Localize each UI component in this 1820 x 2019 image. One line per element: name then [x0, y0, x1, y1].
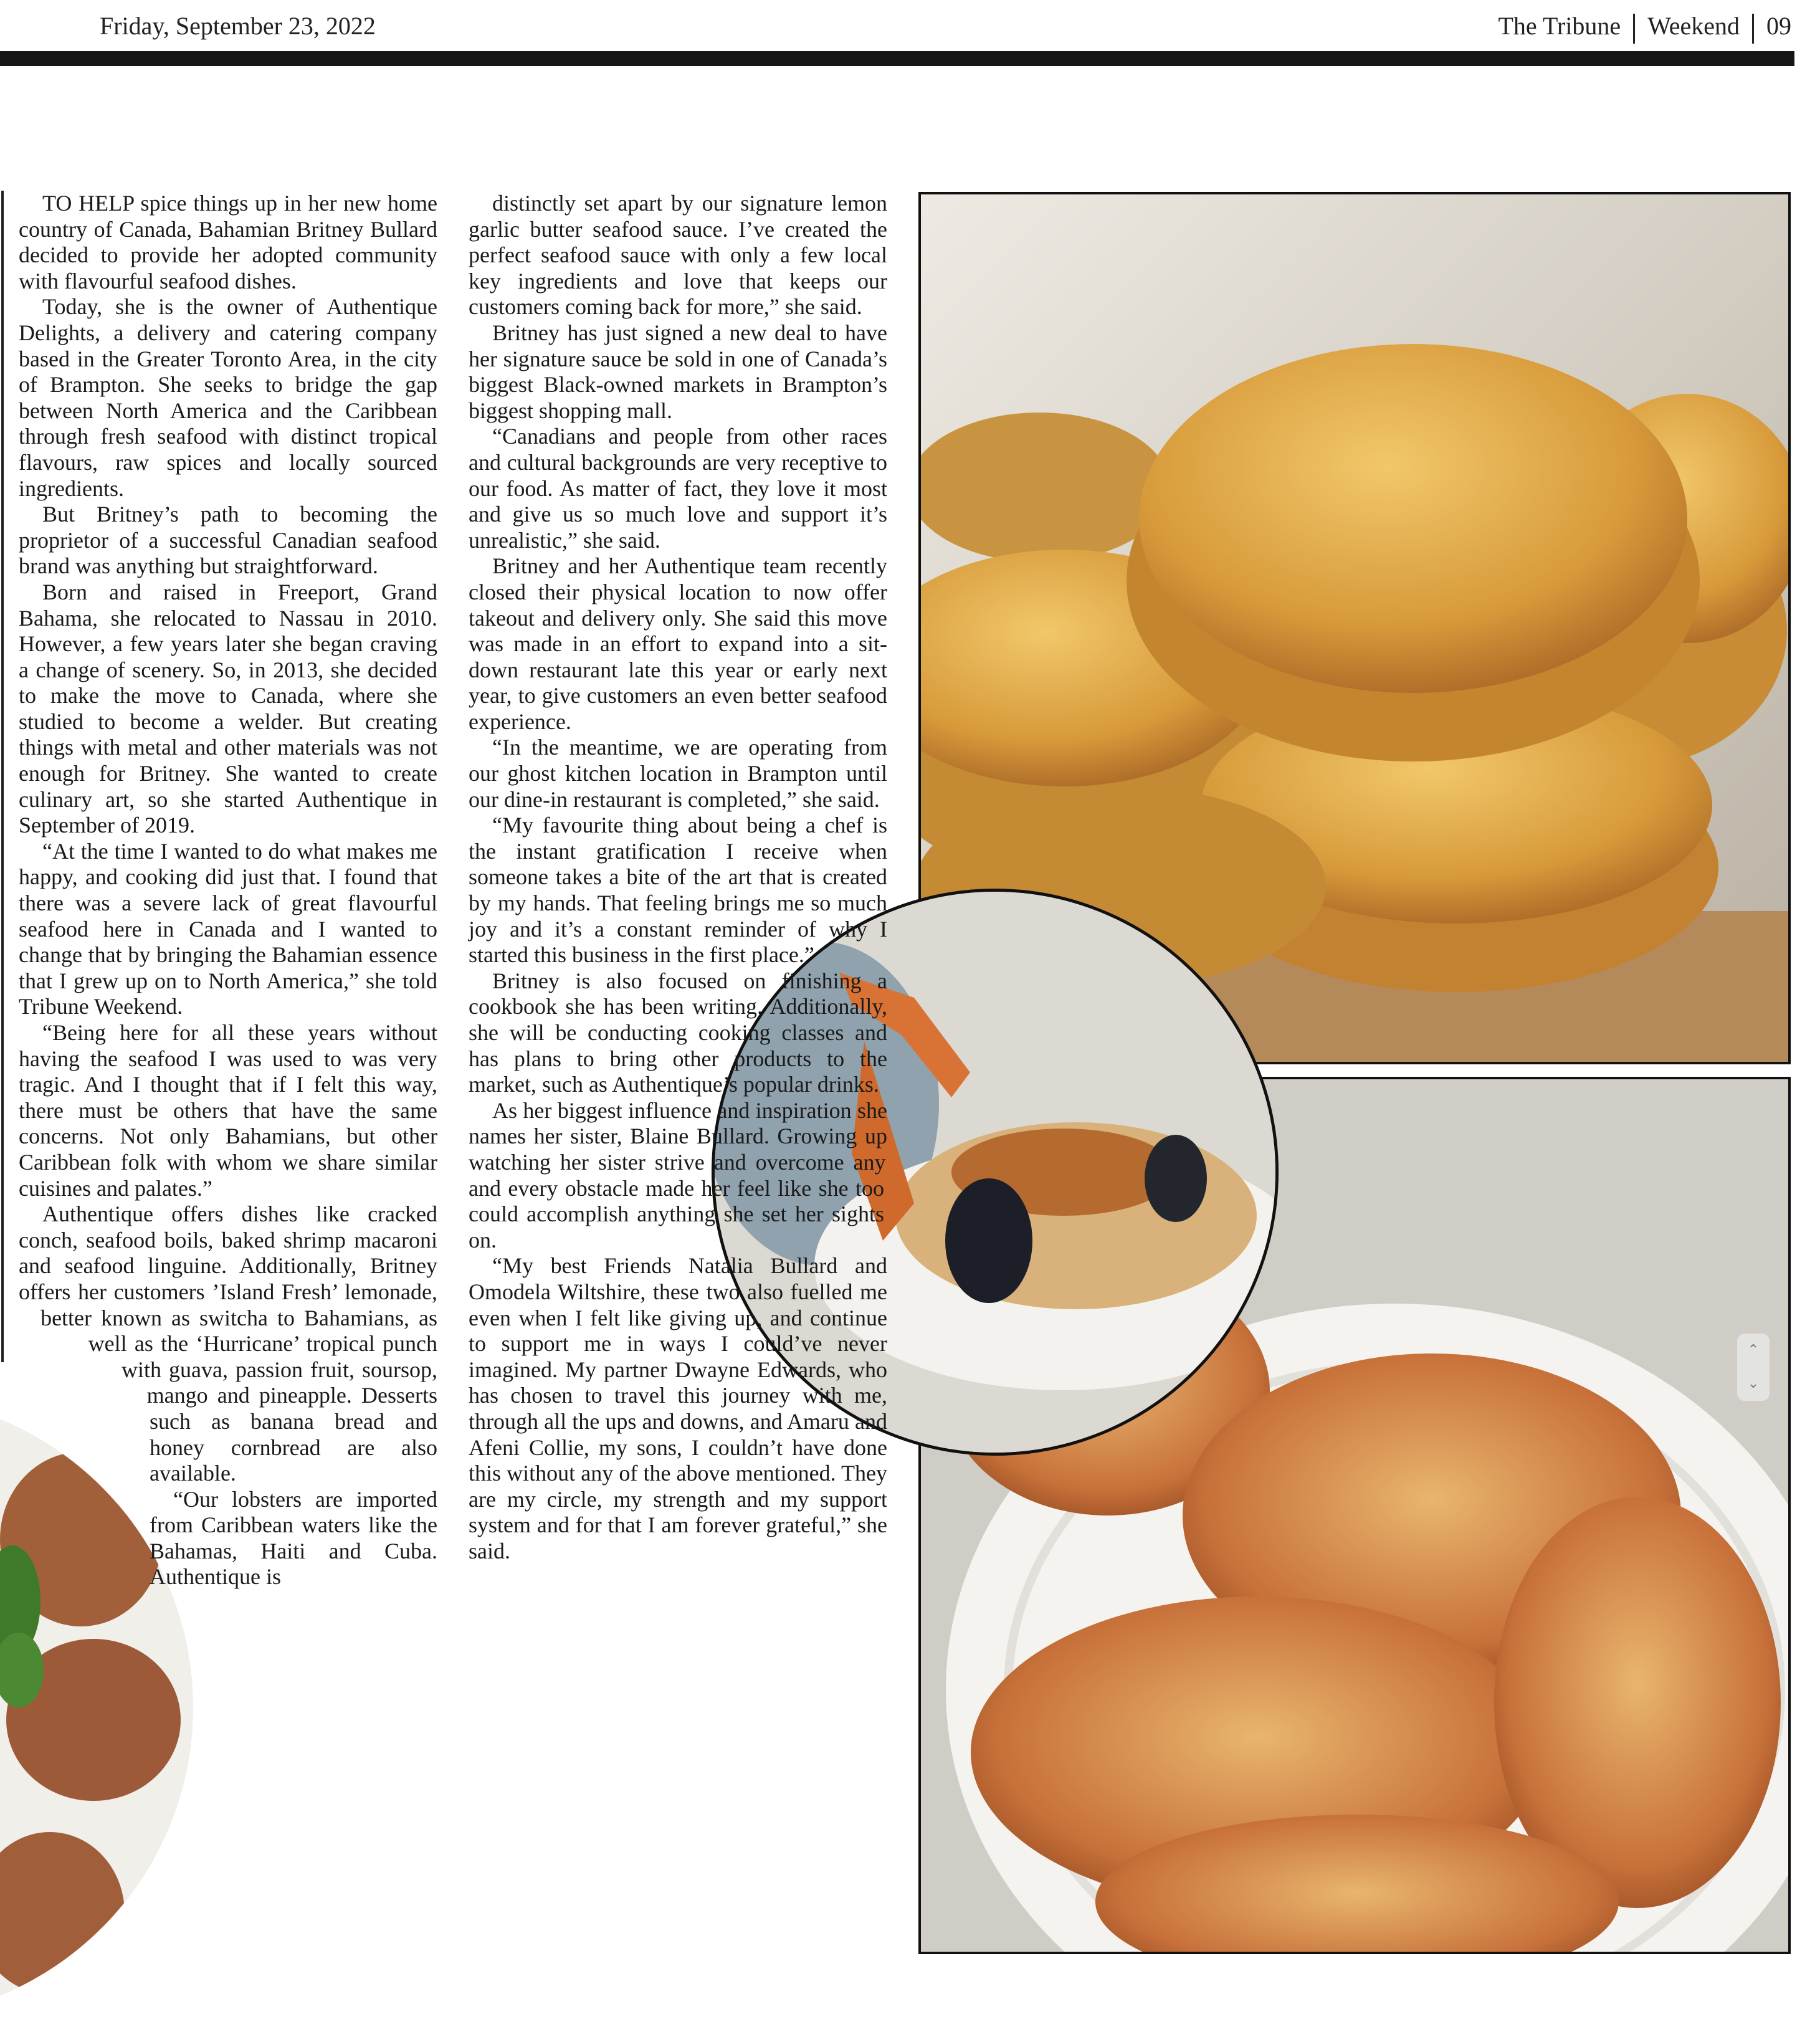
- divider: [1752, 14, 1754, 44]
- article-paragraph: “Being here for all these years without having the seafood I was used to was very tragic. And I thought that if I felt this way, there must be others that have the same concerns. Not only Bahamians, but other Caribbean folk with whom we share similar cuisines and palates.”: [19, 1020, 437, 1201]
- article-paragraph: Britney has just signed a new deal to have her signature sauce be sold in one of Canada’s biggest Black-owned markets in Brampton’s biggest shopping mall.: [469, 320, 887, 423]
- masthead-info: [1498, 11, 1792, 44]
- column-rule: [1, 191, 4, 1362]
- article-paragraph: As her biggest influence and inspiration she names her sister, Blaine Bullard. Growing up watching her sister strive and overcome any and every obstacle made her feel like she too could accomplish anything she set her sights on.: [469, 1097, 887, 1253]
- article-paragraph: Britney and her Authentique team recently closed their physical location to now offer takeout and delivery only. She said this move was made in an effort to expand into a sit-down restaurant late this year or early next year, to give customers an even better seafood experience.: [469, 553, 887, 734]
- article-paragraph: “My favourite thing about being a chef is the instant gratification I receive when someone takes a bite of the art that is created by my hands. That feeling brings me so much joy and it’s a constant reminder of why I started this business in the first place.”: [469, 813, 887, 968]
- publication-name: The Tribune: [1498, 12, 1621, 40]
- article-paragraph: “In the meantime, we are operating from our ghost kitchen location in Brampton until our dine-in restaurant is completed,” she said.: [469, 735, 887, 812]
- article-column-1: [19, 191, 437, 1887]
- issue-date: Friday, September 23, 2022: [100, 12, 376, 40]
- article-paragraph: Today, she is the owner of Authentique Delights, a delivery and catering company based in the Greater Toronto Area, in the city of Brampton. She seeks to bridge the gap between North America and the Caribbean through fresh seafood with distinct tropical flavours, raw spices and locally sourced ingredients.: [19, 294, 437, 501]
- section-name: Weekend: [1647, 12, 1740, 40]
- article-paragraph: Authentique offers dishes like cracked conch, seafood boils, baked shrimp macaroni and seafood linguine. Additionally, Britney offers her customers ’Island Fresh’ lemonade, better known as switcha to Bahamians, as well as the ‘Hurricane’ tropical punch with guava, passion fruit, soursop, mango and pineapple. Desserts such as banana bread and honey cornbread are also available.: [19, 1201, 437, 1486]
- article-paragraph: Born and raised in Freeport, Grand Bahama, she relocated to Nassau in 2010. However, a few years later she began craving a change of scenery. So, in 2013, she decided to make the move to Canada, where she studied to become a welder. But creating things with metal and other materials was not enough for Britney. She wanted to create culinary art, so she started Authentique in September of 2019.: [19, 579, 437, 838]
- article-paragraph: TO HELP spice things up in her new home country of Canada, Bahamian Britney Bullard decided to provide her adopted community with flavourful seafood dishes.: [19, 191, 437, 294]
- article-paragraph: Britney is also focused on finishing a cookbook she has been writing. Additionally, she will be conducting cooking classes and has plans to bring other products to the market, such as Authentique’s popular drinks.: [469, 968, 887, 1097]
- divider: [1633, 14, 1635, 44]
- page-scroll-widget[interactable]: [1737, 1334, 1770, 1401]
- article-column-2: [469, 191, 887, 1564]
- header-rule: [0, 51, 1794, 66]
- article-paragraph: “At the time I wanted to do what makes me happy, and cooking did just that. I found that there was a severe lack of great flavourful seafood here in Canada and I wanted to change that by bringing the Bahamian essence that I grew up on to North America,” she told Tribune Weekend.: [19, 838, 437, 1019]
- article-paragraph: distinctly set apart by our signature lemon garlic butter seafood sauce. I’ve created the perfect seafood sauce with only a few local key ingredients and love that keeps our customers coming back for more,” she said.: [469, 191, 887, 320]
- article-paragraph: But Britney’s path to becoming the proprietor of a successful Canadian seafood brand was anything but straightforward.: [19, 502, 437, 579]
- article-paragraph: “Canadians and people from other races and cultural backgrounds are very receptive to our food. As matter of fact, they love it most and give us so much love and support it’s unrealistic,” she said.: [469, 424, 887, 553]
- page-header: [0, 0, 1820, 62]
- chevron-down-icon[interactable]: ⌄: [1747, 1376, 1760, 1391]
- article-paragraph: “Our lobsters are imported from Caribbean waters like the Bahamas, Haiti and Cuba. Authentique is: [150, 1486, 437, 1590]
- chevron-up-icon[interactable]: ⌃: [1747, 1342, 1760, 1358]
- page-number: 09: [1766, 12, 1791, 40]
- article-paragraph: “My best Friends Natalia Bullard and Omodela Wiltshire, these two also fuelled me even when I felt like giving up, and continue to support me in ways I could’ve never imagined. My partner Dwayne Edwards, who has chosen to travel this journey with me, through all the ups and downs, and Amaru and Afeni Collie, my sons, I couldn’t have done this without any of the above mentioned. They are my circle, my strength and my support system and for that I am forever grateful,” she said.: [469, 1253, 887, 1563]
